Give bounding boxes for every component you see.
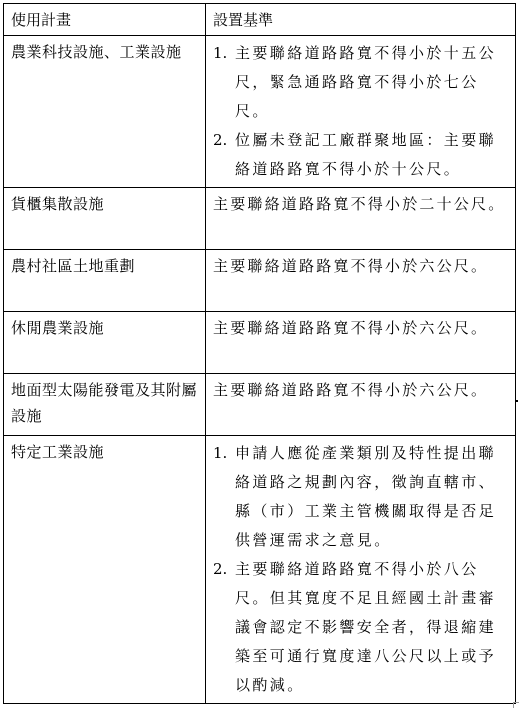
standard-cell: 主要聯絡道路路寬不得小於二十公尺。 — [206, 188, 516, 250]
use-cell-solar-power: 地面型太陽能發電及其附屬設施 — [4, 374, 206, 436]
item-number: 1. — [213, 44, 228, 62]
item-number: 1. — [213, 444, 228, 462]
table-row — [4, 374, 516, 436]
list-item — [213, 555, 511, 700]
list-item — [213, 39, 511, 126]
use-cell-rural-land-readjustment: 農村社區土地重劃 — [4, 250, 206, 312]
list-item — [213, 439, 511, 555]
regulation-table — [3, 3, 516, 704]
use-cell-container-terminal: 貨櫃集散設施 — [4, 188, 206, 250]
table-row — [4, 188, 516, 250]
table-row — [4, 436, 516, 704]
standard-cell: 主要聯絡道路路寬不得小於六公尺。 — [206, 250, 516, 312]
standard-cell — [206, 36, 516, 188]
use-cell-specific-industrial: 特定工業設施 — [4, 436, 206, 704]
header-standard: 設置基準 — [206, 4, 516, 36]
page-corner-mark — [513, 702, 519, 708]
table-row — [4, 250, 516, 312]
standard-list — [213, 39, 511, 184]
standard-cell: 主要聯絡道路路寬不得小於六公尺。 — [206, 312, 516, 374]
list-item — [213, 126, 511, 184]
item-number: 2. — [213, 131, 228, 149]
standard-cell — [206, 436, 516, 704]
standard-list — [213, 439, 511, 700]
use-cell-leisure-agriculture: 休閒農業設施 — [4, 312, 206, 374]
table-row — [4, 312, 516, 374]
item-text: 位屬未登記工廠群聚地區：主要聯絡道路路寬不得小於十公尺。 — [235, 131, 497, 178]
standard-cell: 主要聯絡道路路寬不得小於六公尺。 — [206, 374, 516, 436]
table-header-row — [4, 4, 516, 36]
item-text: 主要聯絡道路路寬不得小於十五公尺，緊急通路路寬不得小於七公尺。 — [235, 44, 497, 120]
item-number: 2. — [213, 560, 228, 578]
use-cell-agritech-industrial: 農業科技設施、工業設施 — [4, 36, 206, 188]
table-row — [4, 36, 516, 188]
item-text: 主要聯絡道路路寬不得小於八公尺。但其寬度不足且經國土計畫審議會認定不影響安全者，得退縮建築至可通行寬度達八公尺以上或予以酌減。 — [235, 560, 497, 694]
header-use-plan: 使用計畫 — [4, 4, 206, 36]
item-text: 申請人應從產業類別及特性提出聯絡道路之規劃內容，徵詢直轄市、縣（市）工業主管機關取得是否足供營運需求之意見。 — [235, 444, 497, 549]
stray-dot-mark — [516, 400, 518, 402]
